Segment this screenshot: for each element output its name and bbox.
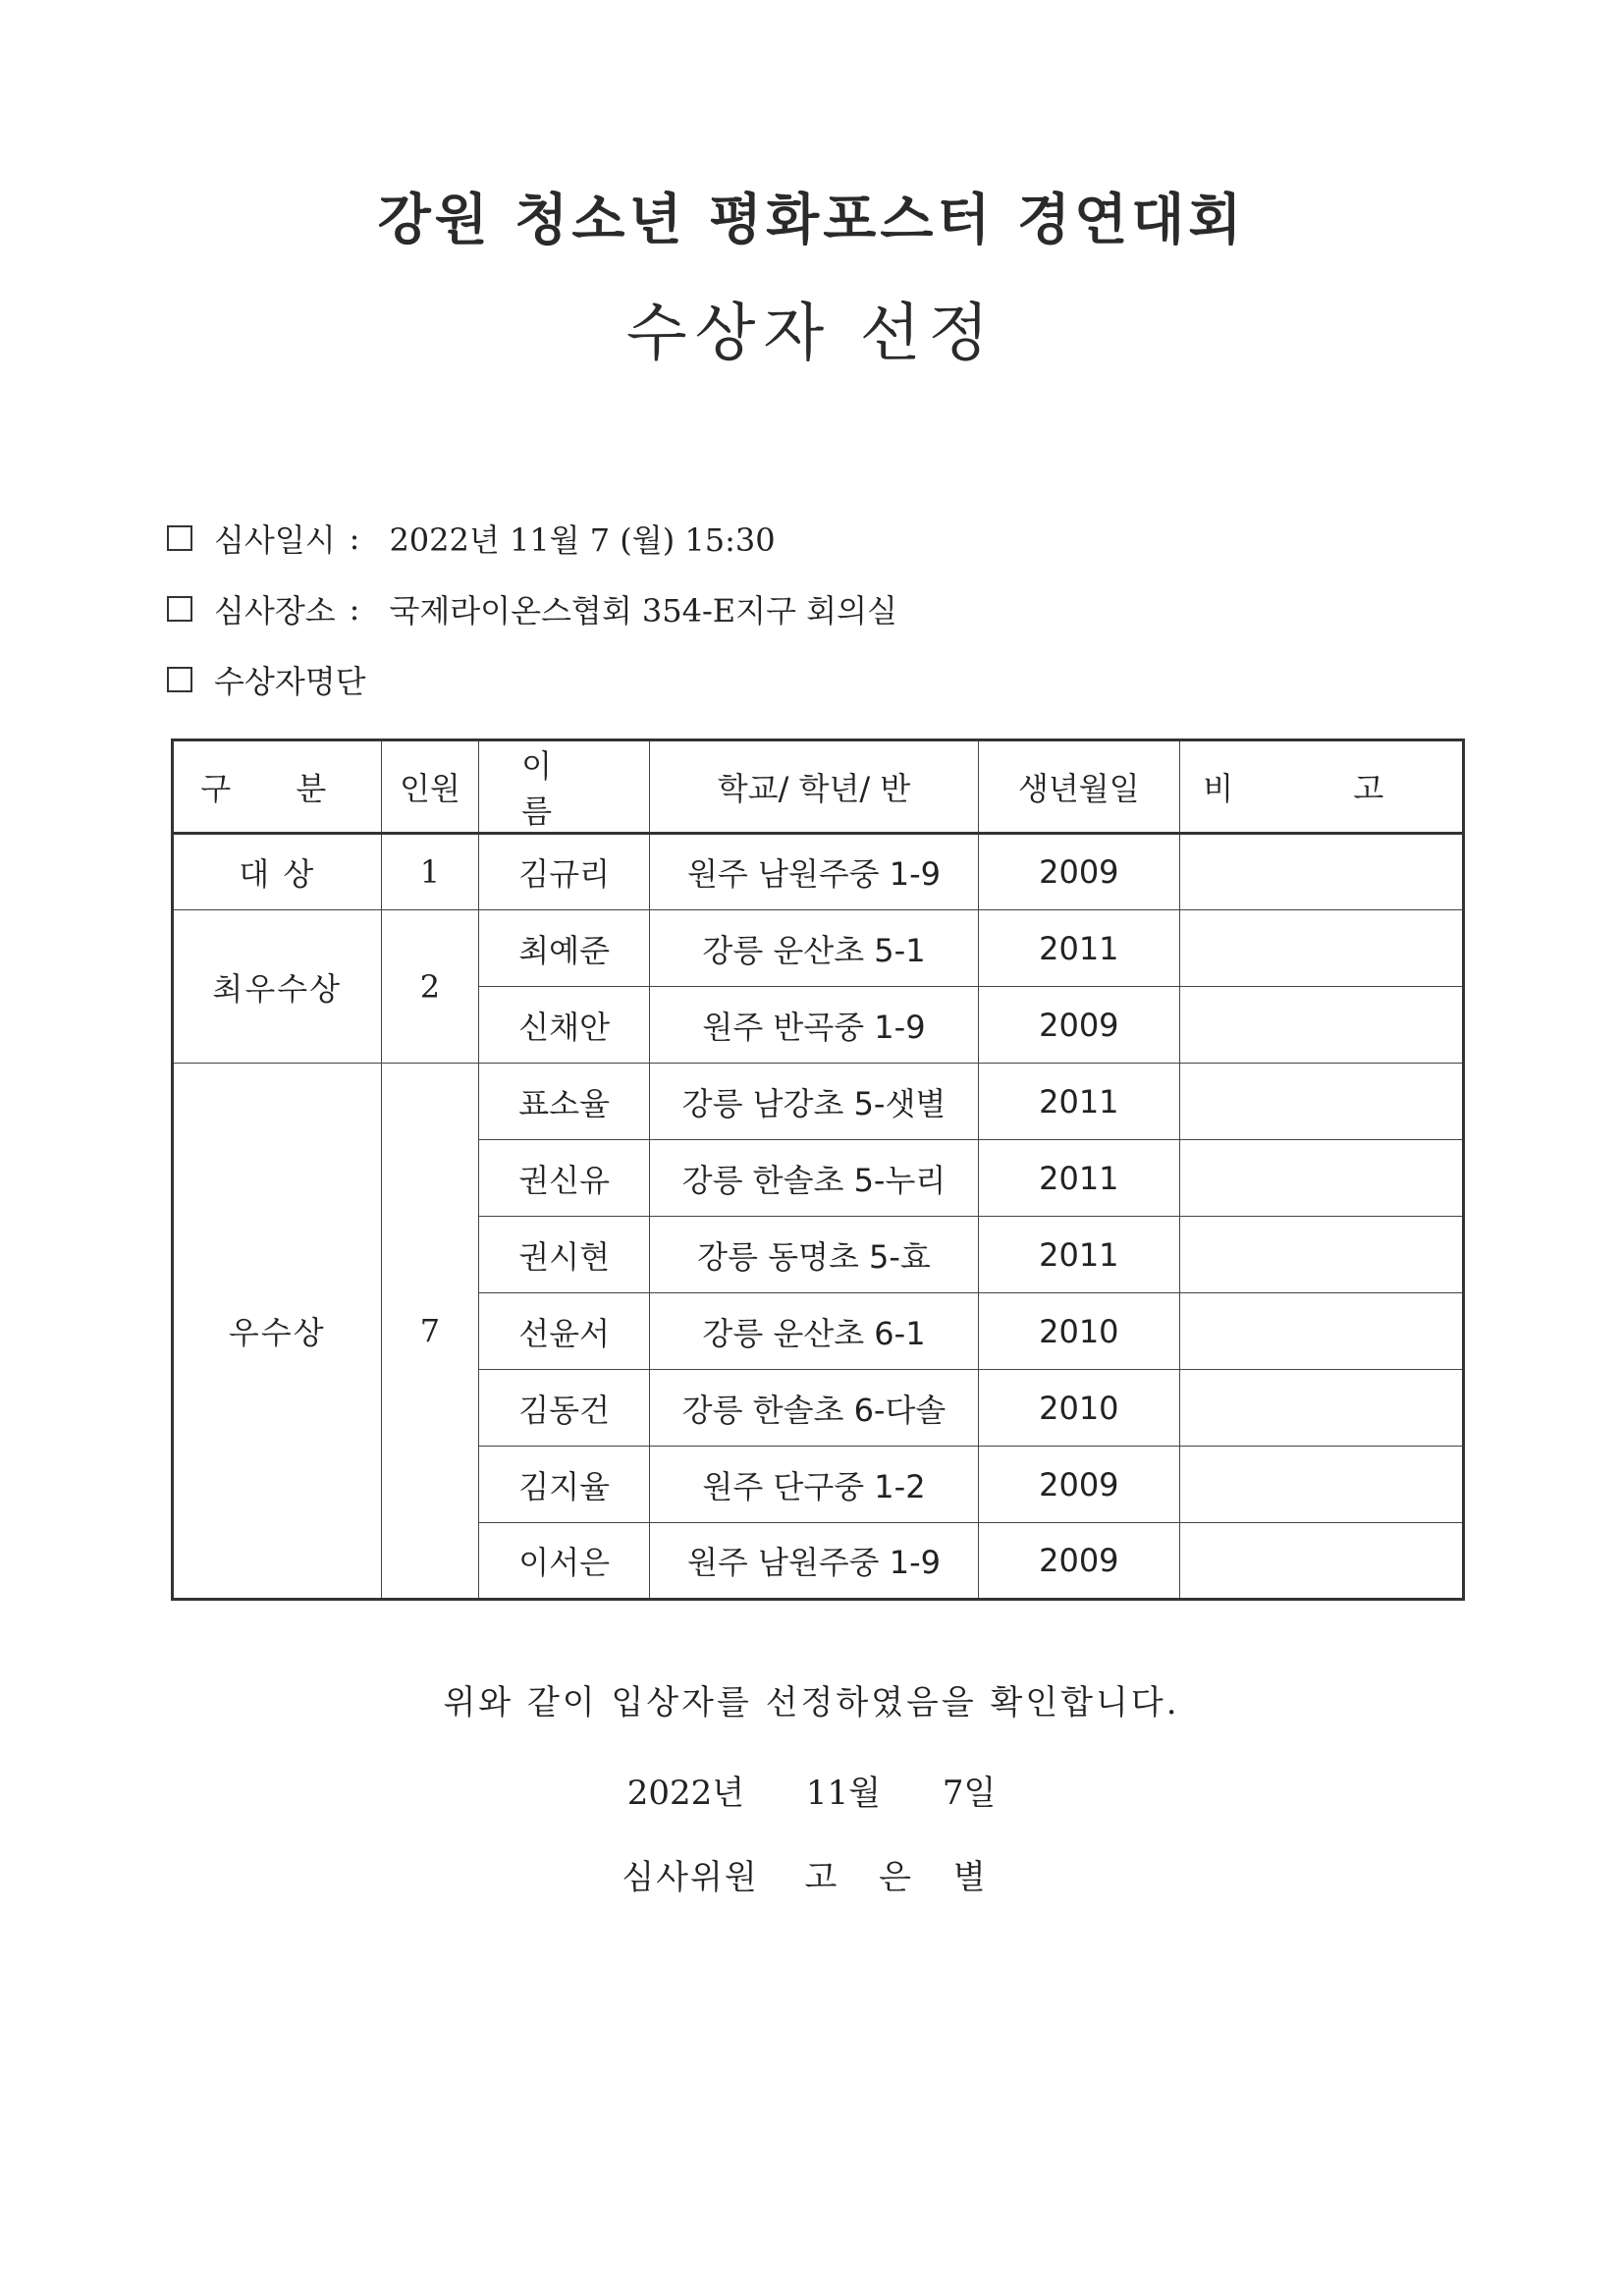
winner-birth: 2010 bbox=[979, 1293, 1180, 1370]
info-row-date bbox=[167, 515, 776, 562]
winner-birth: 2009 bbox=[979, 834, 1180, 910]
winner-birth: 2011 bbox=[979, 1064, 1180, 1140]
winner-name: 권신유 bbox=[479, 1140, 650, 1217]
winner-birth: 2009 bbox=[979, 987, 1180, 1064]
winner-name: 권시현 bbox=[479, 1217, 650, 1293]
winner-school: 강릉 한솔초 6-다솔 bbox=[649, 1370, 978, 1447]
winner-name: 이서은 bbox=[479, 1523, 650, 1600]
header-note: 비 고 bbox=[1179, 740, 1463, 834]
info-date-label: 심사일시 bbox=[214, 521, 336, 559]
info-row-place bbox=[167, 585, 897, 632]
award-division: 최우수상 bbox=[173, 910, 382, 1064]
info-colon: : bbox=[349, 519, 360, 557]
signing-date bbox=[0, 1766, 1623, 1814]
date-day: 7일 bbox=[942, 1774, 997, 1813]
date-month: 11월 bbox=[805, 1774, 881, 1813]
winner-name: 김규리 bbox=[479, 834, 650, 910]
winner-note bbox=[1179, 834, 1463, 910]
winner-birth: 2011 bbox=[979, 1140, 1180, 1217]
award-division: 우수상 bbox=[173, 1064, 382, 1600]
winner-note bbox=[1179, 987, 1463, 1064]
winner-note bbox=[1179, 1217, 1463, 1293]
header-count: 인원 bbox=[381, 740, 479, 834]
winner-birth: 2011 bbox=[979, 1217, 1180, 1293]
award-count: 1 bbox=[381, 834, 479, 910]
date-year: 2022년 bbox=[626, 1774, 745, 1813]
table-row bbox=[173, 910, 1464, 987]
info-place-value: 국제라이온스협회 354-E지구 회의실 bbox=[389, 592, 897, 629]
winner-school: 강릉 남강초 5-샛별 bbox=[649, 1064, 978, 1140]
winner-school: 강릉 동명초 5-효 bbox=[649, 1217, 978, 1293]
award-count: 7 bbox=[381, 1064, 479, 1600]
winner-name: 선윤서 bbox=[479, 1293, 650, 1370]
table-row bbox=[173, 834, 1464, 910]
winner-note bbox=[1179, 1064, 1463, 1140]
signer-role: 심사위원 bbox=[622, 1858, 759, 1897]
winner-birth: 2010 bbox=[979, 1370, 1180, 1447]
document-subtitle: 수상자 선정 bbox=[625, 298, 998, 370]
info-list-label: 수상자명단 bbox=[214, 663, 366, 700]
winner-school: 강릉 한솔초 5-누리 bbox=[649, 1140, 978, 1217]
checkbox-icon bbox=[167, 596, 192, 622]
winner-name: 김지율 bbox=[479, 1447, 650, 1523]
winner-school: 원주 반곡중 1-9 bbox=[649, 987, 978, 1064]
winner-name: 표소율 bbox=[479, 1064, 650, 1140]
signer bbox=[0, 1850, 1623, 1898]
signer-name: 고 은 별 bbox=[804, 1858, 1001, 1897]
table-row bbox=[173, 1064, 1464, 1140]
winner-name: 최예준 bbox=[479, 910, 650, 987]
info-date-value: 2022년 11월 7 (월) 15:30 bbox=[389, 521, 776, 559]
info-row-list bbox=[167, 656, 380, 703]
header-school: 학교/ 학년/ 반 bbox=[649, 740, 978, 834]
winner-name: 신채안 bbox=[479, 987, 650, 1064]
winner-school: 원주 남원주중 1-9 bbox=[649, 1523, 978, 1600]
winner-note bbox=[1179, 1370, 1463, 1447]
winner-note bbox=[1179, 1140, 1463, 1217]
winner-school: 강릉 운산초 5-1 bbox=[649, 910, 978, 987]
header-name: 이 름 bbox=[479, 740, 650, 834]
winner-birth: 2009 bbox=[979, 1523, 1180, 1600]
header-birth: 생년월일 bbox=[979, 740, 1180, 834]
winner-birth: 2009 bbox=[979, 1447, 1180, 1523]
winner-note bbox=[1179, 910, 1463, 987]
checkbox-icon bbox=[167, 667, 192, 692]
winner-name: 김동건 bbox=[479, 1370, 650, 1447]
award-count: 2 bbox=[381, 910, 479, 1064]
winner-school: 원주 단구중 1-2 bbox=[649, 1447, 978, 1523]
info-place-label: 심사장소 bbox=[214, 592, 336, 629]
winner-school: 강릉 운산초 6-1 bbox=[649, 1293, 978, 1370]
winner-birth: 2011 bbox=[979, 910, 1180, 987]
confirmation-text: 위와 같이 입상자를 선정하였음을 확인합니다. bbox=[443, 1683, 1180, 1722]
award-division: 대 상 bbox=[173, 834, 382, 910]
info-colon: : bbox=[349, 590, 360, 628]
header-division: 구 분 bbox=[173, 740, 382, 834]
checkbox-icon bbox=[167, 525, 192, 551]
table-header-row bbox=[173, 740, 1464, 834]
winner-note bbox=[1179, 1447, 1463, 1523]
winner-school: 원주 남원주중 1-9 bbox=[649, 834, 978, 910]
document-title: 강원 청소년 평화포스터 경연대회 bbox=[377, 189, 1246, 252]
winner-note bbox=[1179, 1523, 1463, 1600]
winner-note bbox=[1179, 1293, 1463, 1370]
awards-table bbox=[171, 738, 1465, 1601]
